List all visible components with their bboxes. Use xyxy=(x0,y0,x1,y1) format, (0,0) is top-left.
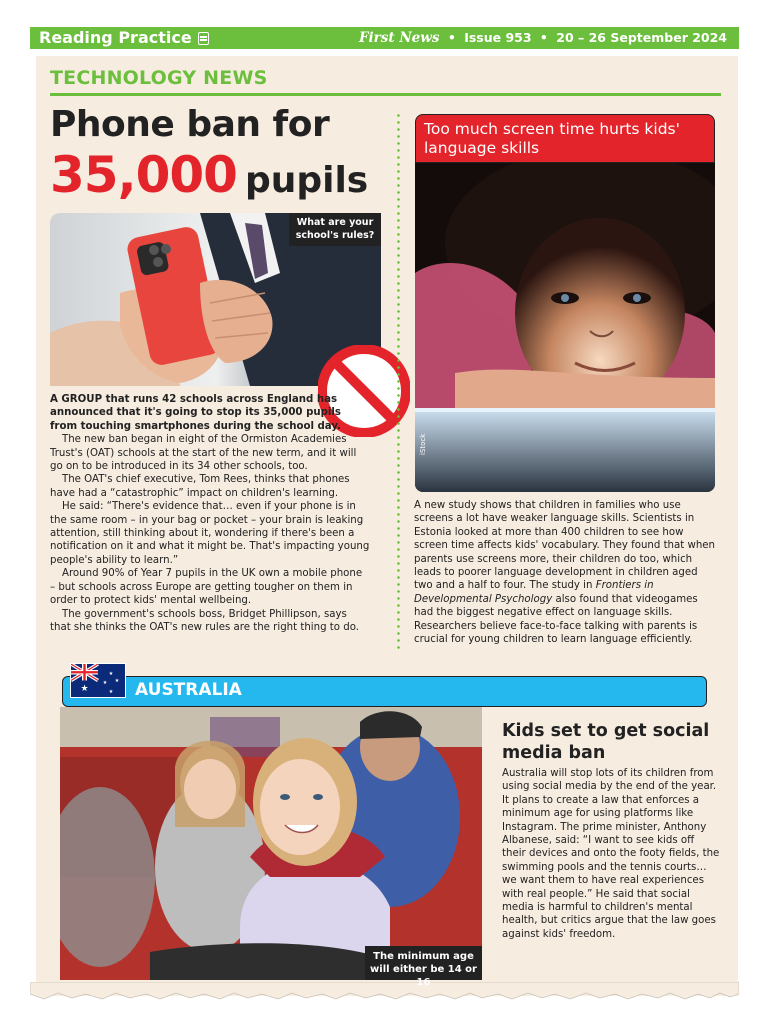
section-divider xyxy=(50,93,721,96)
australia-label: AUSTRALIA xyxy=(135,680,242,700)
svg-text:★: ★ xyxy=(108,689,114,695)
torn-paper-edge xyxy=(30,982,739,1008)
child-screen-photo xyxy=(415,163,715,492)
article-paragraph: The OAT's chief executive, Tom Rees, thinks that phones have had a “catastrophic” impact on children's learning. xyxy=(50,474,350,499)
brand-name: First News xyxy=(358,30,440,46)
article-text: A new study shows that children in families who use screens a lot have weaker language skills. Scientists in Estonia looked at more than 400 children to see how screen time affects kids' vocabulary. They found that when parents use screens more, their children do too, which leads to poorer language development in children aged two and a half to four. The study in xyxy=(414,500,716,592)
notepad-icon xyxy=(198,32,209,45)
separator: • xyxy=(447,30,456,45)
article-paragraph: The government's schools boss, Bridget Phillipson, says that she thinks the OAT's new rules are the right thing to do. xyxy=(50,608,360,633)
svg-text:★: ★ xyxy=(108,671,114,677)
column-divider xyxy=(397,112,400,652)
svg-text:★: ★ xyxy=(114,678,120,684)
svg-text:★: ★ xyxy=(102,680,108,686)
reading-practice-label xyxy=(39,27,209,49)
screen-time-headline: Too much screen time hurts kids' language skills xyxy=(415,114,715,163)
article-lead: A GROUP that runs 42 schools across England has announced that it's going to stop its 35,000 pupils from touching smartphones during the school day. xyxy=(50,394,341,432)
header-bar xyxy=(30,27,739,49)
phone-ban-article xyxy=(50,393,370,634)
students-photo xyxy=(60,707,482,980)
headline-line1: Phone ban for xyxy=(50,104,330,145)
article-text: also found that videogames had the biggest negative effect on language skills. Researchers believe face-to-face talking with parents is crucial for young children to learn language efficiently. xyxy=(414,593,698,646)
issue-dates: 20 – 26 September 2024 xyxy=(556,30,727,45)
photo-label: What are your school's rules? xyxy=(289,213,381,246)
australia-flag-icon xyxy=(70,663,126,698)
headline-word: pupils xyxy=(244,160,369,201)
australia-article xyxy=(502,767,720,941)
article-paragraph: Around 90% of Year 7 pupils in the UK own a mobile phone – but schools across Europe are getting tougher on them in order to protect kids' mental wellbeing. xyxy=(50,568,363,607)
journal-name: Frontiers in Developmental Psychology xyxy=(414,580,654,605)
headline-line2 xyxy=(50,146,368,204)
issue-number: Issue 953 xyxy=(464,30,532,45)
svg-text:★: ★ xyxy=(80,684,89,694)
screen-time-article xyxy=(414,499,716,646)
photo-credit: iStock xyxy=(419,433,427,455)
headline-number: 35,000 xyxy=(50,146,237,204)
australia-headline: Kids set to get social media ban xyxy=(502,721,710,763)
issue-info xyxy=(359,27,727,49)
section-title-technology: TECHNOLOGY NEWS xyxy=(50,67,268,89)
photo-caption: The minimum age will either be 14 or 16 xyxy=(365,946,482,980)
article-body xyxy=(414,499,716,646)
article-body: Australia will stop lots of its children from using social media by the end of the year. It plans to create a law that enforces a minimum age for using platforms like Instagram. The prime minister, Anthony Albanese, said: “I want to see kids off their devices and onto the footy fields, the swimming pools and the tennis courts… we want them to have real experiences with real people.” He said that social media is harmful to children's mental health, but critics argue that the law goes against kids' freedom. xyxy=(502,768,720,940)
article-paragraph: He said: “There's evidence that… even if your phone is in the same room – in your bag or pocket – your brain is leaking attention, still thinking about it, wondering if there's been a notification on it and what it might be. That's impacting young people's ability to learn.” xyxy=(50,501,370,566)
article-paragraph: The new ban began in eight of the Ormiston Academies Trust's (OAT) schools at the start of the new term, and it will go on to be introduced in its 34 other schools, too. xyxy=(50,434,357,473)
section-name: Reading Practice xyxy=(39,28,192,47)
separator: • xyxy=(539,30,548,45)
